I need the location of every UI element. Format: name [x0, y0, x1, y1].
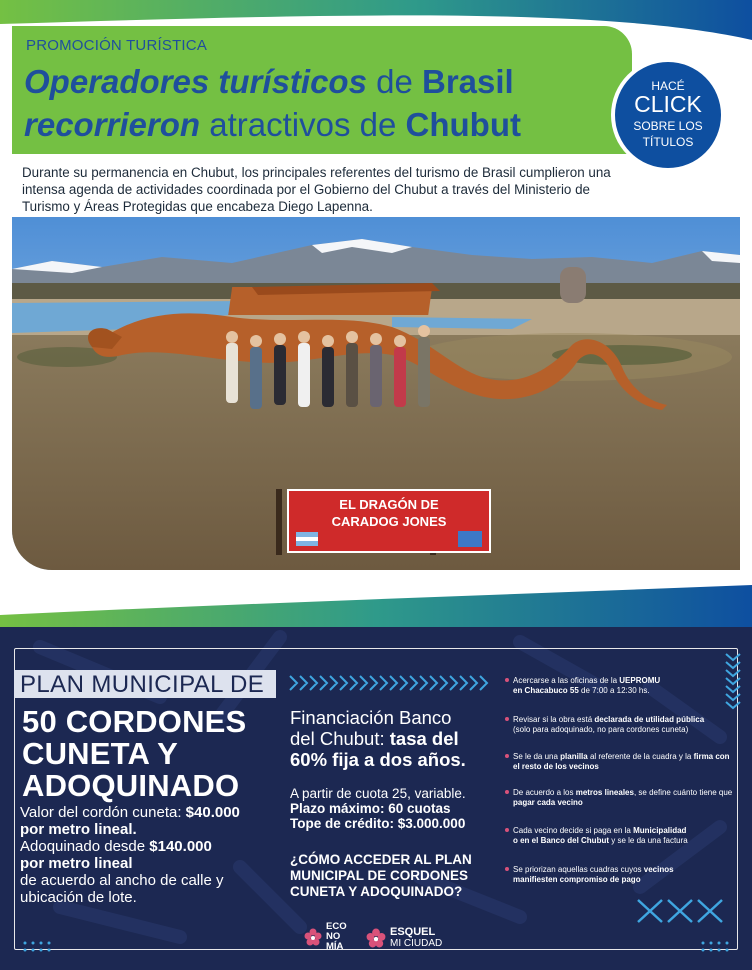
step-item [505, 752, 735, 772]
bullet-dot-icon [505, 867, 509, 871]
access-line: MUNICIPAL DE CORDONES [290, 868, 469, 883]
financing-line: del Chubut: [290, 728, 390, 749]
step-text: Se le da una [513, 752, 561, 761]
bullet-dot-icon [505, 828, 509, 832]
dot-grid-icon [22, 940, 56, 954]
bullet-dot-icon [505, 754, 509, 758]
dot-grid-icon [700, 940, 734, 954]
section-label: PROMOCIÓN TURÍSTICA [26, 37, 208, 54]
step-text: UEPROMU [619, 676, 661, 685]
headline-part: Brasil [422, 63, 514, 100]
sign-line-1: EL DRAGÓN DE [339, 497, 439, 512]
step-text: declarada de utilidad pública [594, 715, 705, 724]
step-text: planilla [560, 752, 588, 761]
financing-line: Financiación Banco [290, 707, 452, 728]
step-text: o en el Banco del Chubut [513, 836, 610, 845]
headline-part: de [366, 63, 422, 100]
step-text: De acuerdo a los [513, 788, 576, 797]
article-headline-link[interactable] [24, 60, 584, 146]
plan-label: PLAN MUNICIPAL DE [20, 671, 265, 698]
step-text: Cada vecino decide si paga en la [513, 826, 634, 835]
value-amount: $40.000 [185, 804, 240, 821]
step-item [505, 826, 735, 846]
plan-values [20, 804, 280, 906]
step-text: Municipalidad [633, 826, 687, 835]
value-text: Valor del cordón cuneta: [20, 804, 186, 821]
article-lead: Durante su permanencia en Chubut, los principales referentes del turismo de Brasil cumplieron una intensa agenda de actividades coordinada por el Gobierno del Chubut a través del Ministerio de Turismo y Áreas Protegidas que encabeza Diego Lapenna. [22, 165, 611, 214]
financing-title [290, 707, 500, 770]
step-text: y se le da una factura [609, 836, 688, 845]
step-text: pagar cada vecino [513, 798, 583, 807]
badge-line-a: SOBRE LOS [633, 119, 703, 133]
cross-pattern-icon [636, 898, 728, 924]
logo-line: MÍA [326, 941, 344, 952]
badge-line: HACÉ [651, 79, 685, 93]
value-amount: $140.000 [149, 838, 212, 855]
step-text: , se define cuánto tiene que [633, 788, 733, 797]
access-line: CUNETA Y ADOQUINADO? [290, 884, 463, 899]
logo-line: ECO [326, 921, 347, 932]
value-text: por metro lineal [20, 855, 133, 872]
plan-title-line: ADOQUINADO [22, 768, 240, 803]
access-question [290, 852, 500, 900]
plan-title-line: 50 CORDONES [22, 704, 247, 739]
step-text: (solo para adoquinado, no para cordones cuneta) [513, 725, 689, 734]
step-item [505, 676, 735, 696]
detail-line: Tope de crédito: $3.000.000 [290, 816, 466, 831]
value-text: ubicación de lote. [20, 889, 137, 906]
badge-line-b: TÍTULOS [642, 135, 694, 149]
financing-details [290, 786, 500, 831]
badge-line: CLICK [634, 91, 702, 117]
access-line: ¿CÓMO ACCEDER AL PLAN [290, 852, 472, 867]
bullet-dot-icon [505, 717, 509, 721]
step-item [505, 715, 735, 735]
step-text: al referente de la cuadra y la [587, 752, 694, 761]
detail-line: A partir de cuota 25, variable. [290, 786, 466, 801]
bullet-dot-icon [505, 790, 509, 794]
value-text: por metro lineal. [20, 821, 137, 838]
value-text: Adoquinado desde [20, 838, 150, 855]
detail-line: Plazo máximo: 60 cuotas [290, 801, 451, 816]
financing-line: tasa del [389, 728, 459, 749]
plan-title [22, 706, 246, 802]
step-text: metros lineales [575, 788, 634, 797]
article-photo [12, 217, 740, 570]
divider-gradient-band [0, 585, 752, 630]
step-text: en Chacabuco 55 [513, 686, 579, 695]
economia-logo [326, 922, 347, 952]
esquel-logo-sub: MI CIUDAD [390, 938, 443, 949]
headline-part: recorrieron [24, 106, 201, 143]
headline-part: atractivos de [200, 106, 406, 143]
step-text: manifiesten compromiso de pago [513, 875, 641, 884]
value-text: de acuerdo al ancho de calle y [20, 872, 224, 889]
step-text: Se priorizan aquellas cuadras cuyos [513, 865, 644, 874]
financing-line: 60% fija a dos años. [290, 749, 466, 770]
step-item [505, 865, 735, 885]
chevron-pattern-icon [288, 674, 496, 692]
headline-part: Operadores turísticos [24, 63, 367, 100]
esquel-logo-name: ESQUEL [390, 926, 436, 938]
flower-icon [366, 928, 386, 948]
bullet-dot-icon [505, 678, 509, 682]
step-text: de 7:00 a 12:30 hs. [578, 686, 650, 695]
headline-part: Chubut [405, 106, 521, 143]
sign-line-2: CARADOG JONES [331, 514, 447, 529]
step-text: Acercarse a las oficinas de la [513, 676, 620, 685]
step-text: firma con el resto de los vecinos [513, 752, 730, 771]
step-text: Revisar si la obra está [513, 715, 595, 724]
plan-title-line: CUNETA Y [22, 736, 179, 771]
logo-line: NO [326, 931, 341, 942]
flower-icon [304, 928, 322, 946]
step-text: vecinos [643, 865, 674, 874]
step-item [505, 788, 735, 808]
badge-line [615, 118, 721, 150]
click-titles-badge [615, 62, 721, 168]
